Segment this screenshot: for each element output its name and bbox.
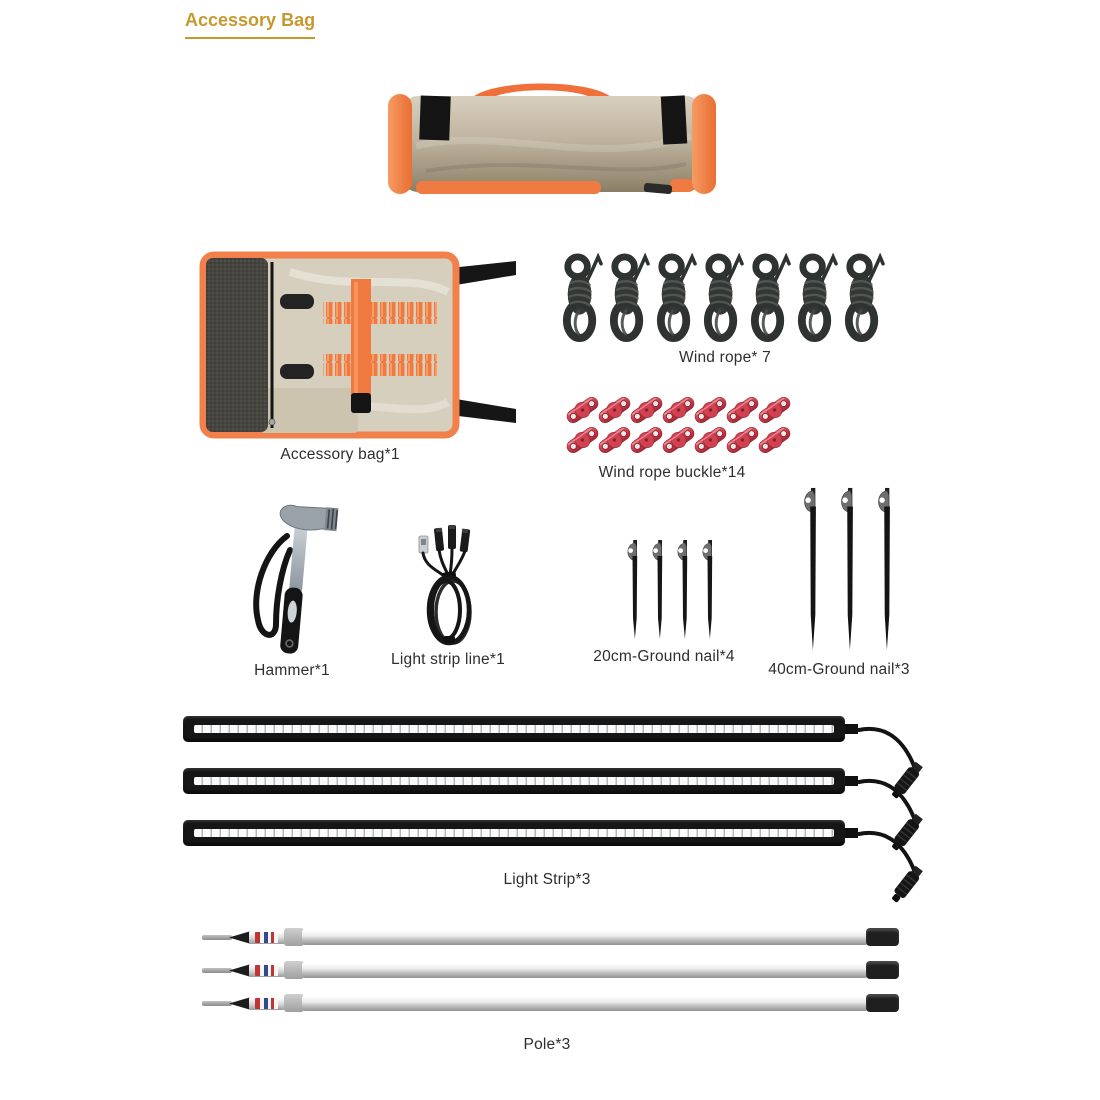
wind-rope-buckle-icon [726,395,759,425]
wind-rope-buckle-icon [566,395,599,425]
wind-rope-buckle-icon [662,425,695,455]
wind-rope-icon [560,252,603,344]
light-strip-line-label: Light strip line*1 [391,651,505,668]
wind-rope-buckle-label: Wind rope buckle*14 [598,464,746,481]
pole-tip-pin [202,935,232,940]
ground-nail-20cm-icon [673,538,695,642]
hammer-image [243,500,339,658]
hammer-label: Hammer*1 [254,662,330,679]
wind-rope-icon [795,252,838,344]
wind-rope-buckle-icon [630,425,663,455]
pole-label-sticker [255,998,278,1009]
accessory-bag-label: Accessory bag*1 [280,446,400,463]
wind-rope-icon [607,252,650,344]
light-strip-cable [857,826,941,926]
page-title: Accessory Bag [185,10,315,39]
pole-tip-cone [229,997,251,1010]
ground-nail-40cm-group [799,486,899,654]
ground-nail-20cm-group [623,538,720,642]
light-strip-led-band [194,725,834,733]
light-strip-image [183,820,943,847]
pole-end-cap [866,928,899,946]
pole-label: Pole*3 [523,1036,571,1053]
ground-nail-20cm-icon [698,538,720,642]
wind-rope-label: Wind rope* 7 [678,349,771,366]
ground-nail-20cm-label: 20cm-Ground nail*4 [593,648,735,665]
wind-rope-group [560,252,885,344]
light-strip-image [183,768,943,795]
pole-collar [284,994,304,1012]
pole-image [202,994,902,1012]
pole-tube [302,962,868,978]
wind-rope-buckle-icon [694,395,727,425]
wind-rope-icon [701,252,744,344]
pole-collar [284,928,304,946]
ground-nail-20cm-icon [648,538,670,642]
rolled-bag-image [386,76,718,204]
ground-nail-40cm-icon [873,486,899,654]
pole-group [202,928,902,1012]
pole-tube [302,995,868,1011]
wind-rope-buckle-icon [726,425,759,455]
light-strip-line-image [413,522,485,650]
wind-rope-buckle-icon [758,395,791,425]
pole-image [202,961,902,979]
pole-tip-pin [202,968,232,973]
wind-rope-icon [748,252,791,344]
pole-label-sticker [255,932,278,943]
pole-label-sticker [255,965,278,976]
wind-rope-buckle-icon [694,425,727,455]
light-strip-label: Light Strip*3 [503,871,591,888]
pole-tip-cone [229,964,251,977]
ground-nail-40cm-icon [799,486,825,654]
pole-collar [284,961,304,979]
wind-rope-buckle-icon [758,425,791,455]
wind-rope-buckle-icon [630,395,663,425]
pole-tip-cone [229,931,251,944]
accessory-bag-image [200,252,518,438]
light-strip-image [183,716,943,743]
pole-end-cap [866,994,899,1012]
wind-rope-icon [842,252,885,344]
wind-rope-buckle-icon [662,395,695,425]
wind-rope-buckle-icon [566,425,599,455]
light-strip-led-band [194,829,834,837]
ground-nail-20cm-icon [623,538,645,642]
pole-tube [302,929,868,945]
pole-end-cap [866,961,899,979]
ground-nail-40cm-label: 40cm-Ground nail*3 [768,661,910,678]
light-strip-led-band [194,777,834,785]
wind-rope-buckle-icon [598,395,631,425]
pole-tip-pin [202,1001,232,1006]
pole-image [202,928,902,946]
wind-rope-buckle-icon [598,425,631,455]
light-strip-group [183,716,943,847]
wind-rope-buckle-group [566,395,794,455]
ground-nail-40cm-icon [836,486,862,654]
wind-rope-icon [654,252,697,344]
